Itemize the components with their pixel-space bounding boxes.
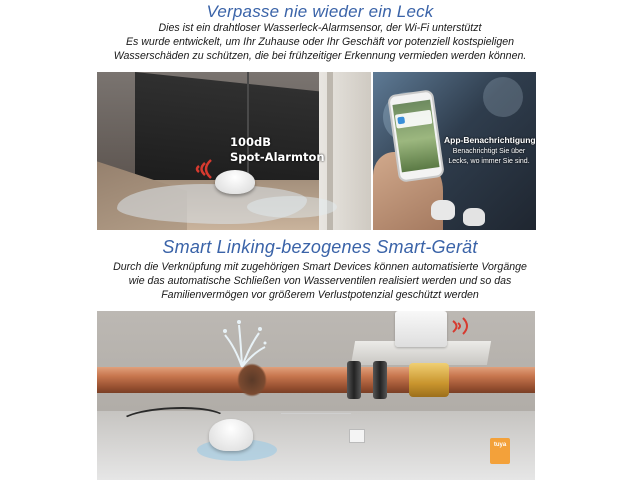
copper-pipe bbox=[97, 367, 535, 393]
shoe bbox=[431, 200, 455, 220]
pipe-clamp bbox=[347, 361, 361, 399]
section-1-line: Dies ist ein drahtloser Wasserleck-Alarmsensor, der Wi-Fi unterstützt bbox=[158, 22, 482, 34]
brass-valve bbox=[409, 363, 449, 397]
alarm-label: Spot-Alarmton bbox=[230, 150, 325, 164]
water-puddle bbox=[247, 196, 337, 218]
section-2-line: wie das automatische Schließen von Wasserventilen realisiert werden und so das bbox=[128, 275, 512, 287]
wifi-icon bbox=[449, 315, 471, 337]
push-notification bbox=[395, 110, 433, 129]
phone-screen bbox=[392, 100, 439, 173]
section-1-title: Verpasse nie wieder ein Leck bbox=[206, 2, 434, 21]
leak-sensor-floor-photo bbox=[97, 72, 371, 230]
notification-title: App-Benachrichtigung bbox=[444, 135, 536, 145]
alarm-badge bbox=[230, 135, 325, 165]
notification-text bbox=[442, 147, 536, 167]
app-icon bbox=[397, 116, 405, 124]
pipe-clamp bbox=[373, 361, 387, 399]
shoe bbox=[463, 208, 485, 226]
alarm-volume: 100dB bbox=[230, 135, 272, 149]
leak-probe bbox=[349, 429, 365, 443]
section-2-title: Smart Linking-bezogenes Smart-Gerät bbox=[162, 237, 478, 257]
notification-text-line: Benachrichtigt Sie über bbox=[452, 148, 526, 155]
section-2-line: Durch die Verknüpfung mit zugehörigen Smart Devices können automatisierte Vorgänge bbox=[113, 261, 527, 273]
probe-cable bbox=[281, 413, 351, 431]
water-leak-sensor bbox=[215, 170, 255, 194]
water-leak-sensor bbox=[209, 419, 253, 451]
section-2-description bbox=[20, 260, 620, 302]
bokeh-light bbox=[483, 77, 523, 117]
app-notification-photo bbox=[373, 72, 536, 230]
section-1-line: Es wurde entwickelt, um Ihr Zuhause oder Ihr Geschäft vor potenziell kostspieligen bbox=[125, 36, 515, 48]
water-splash-icon bbox=[217, 317, 267, 369]
section-2-line: Familienvermögen vor größerem Verlustpotenzial geschützt werden bbox=[161, 289, 479, 301]
section-1-line: Wasserschäden zu schützen, die bei frühzeitiger Erkennung vermieden werden können. bbox=[113, 50, 527, 62]
tuya-label: tuya bbox=[493, 442, 507, 448]
section-1-description bbox=[20, 21, 620, 63]
notification-text-line: Lecks, wo immer Sie sind. bbox=[448, 158, 530, 165]
speaker-waves-icon bbox=[181, 156, 215, 182]
pipe-valve-photo bbox=[97, 311, 535, 480]
valve-actuator bbox=[395, 311, 447, 347]
